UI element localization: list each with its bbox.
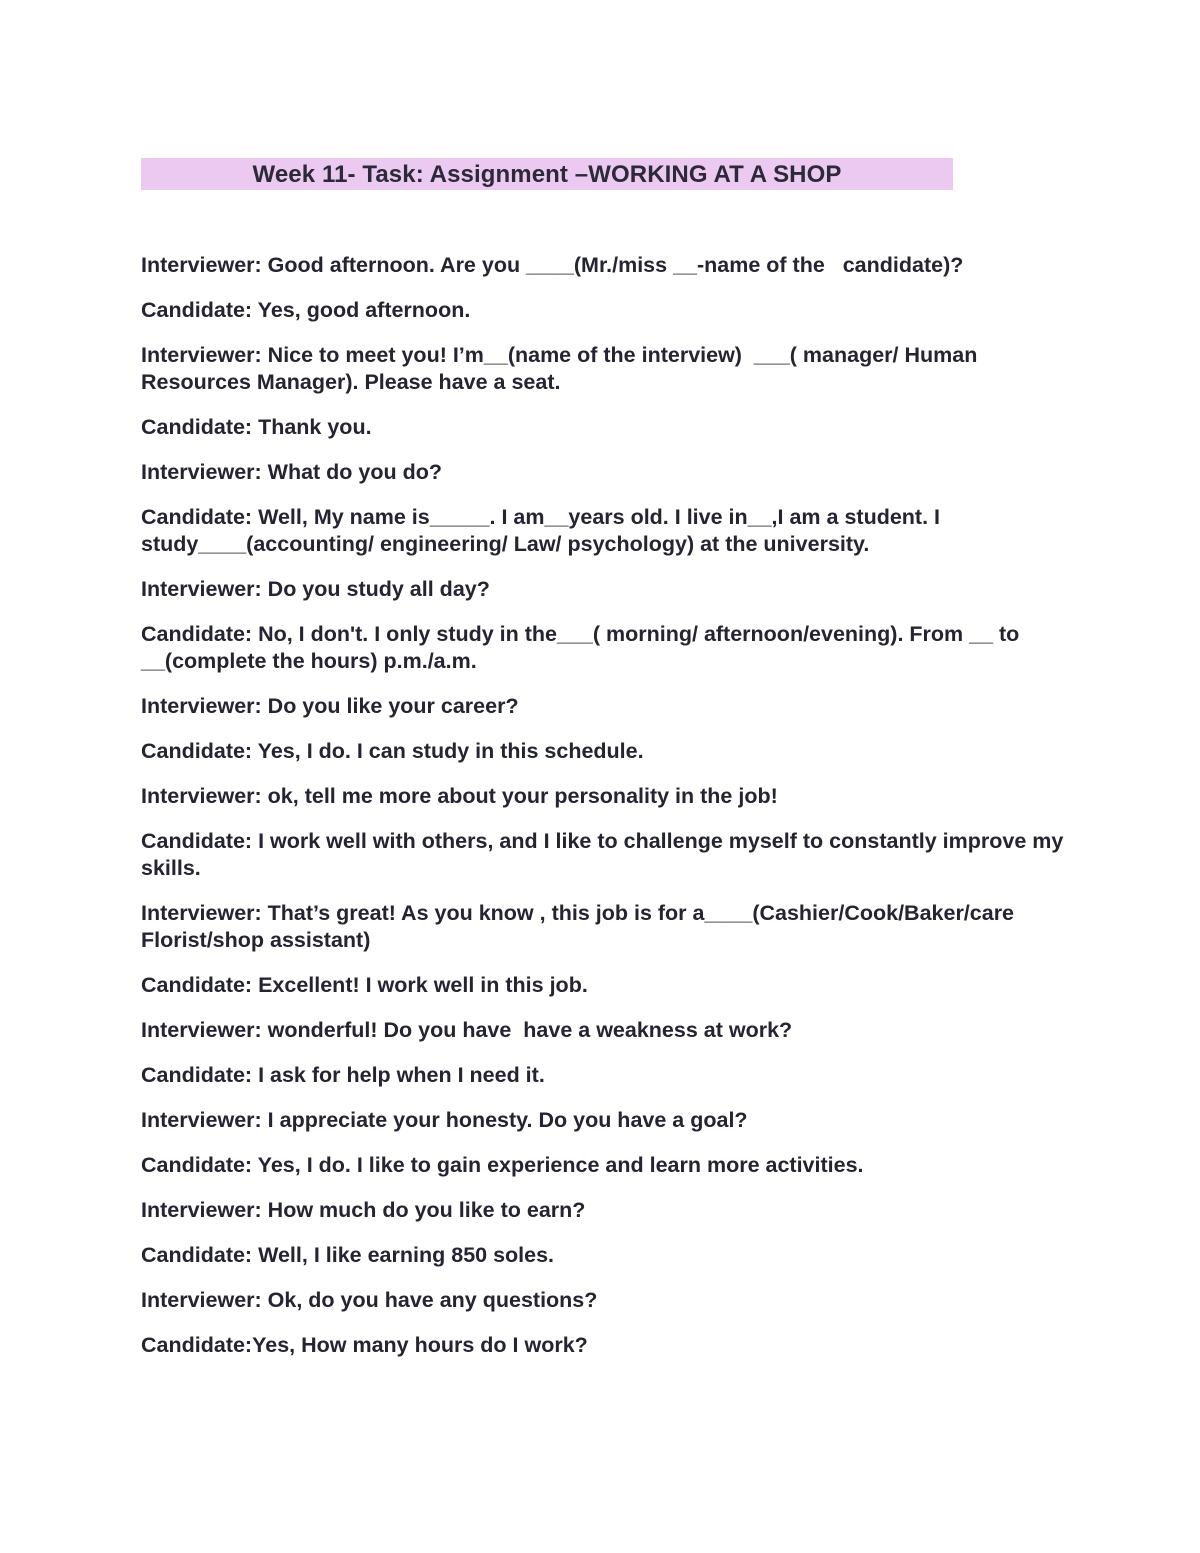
line-text: What do you do? <box>261 460 443 484</box>
speaker-label: Candidate: <box>141 829 253 853</box>
speaker-label: Candidate: <box>141 1153 253 1177</box>
line-text: wonderful! Do you have have a weakness at work? <box>261 1018 793 1042</box>
speaker-label: Interviewer: <box>141 1198 262 1222</box>
dialogue-line <box>141 828 1070 882</box>
speaker-label: Interviewer: <box>141 1108 262 1132</box>
dialogue-line <box>141 342 1066 396</box>
dialogue-line <box>141 1332 1066 1359</box>
speaker-label: Candidate: <box>141 622 253 646</box>
dialogue-line <box>141 972 1066 999</box>
speaker-label: Candidate: <box>141 1063 253 1087</box>
line-text: No, I don't. I only study in the___( morning/ afternoon/evening). From __ to __(complete the hours) p.m./a.m. <box>141 622 1026 673</box>
dialogue-line <box>141 621 1066 675</box>
line-text: Do you like your career? <box>261 694 519 718</box>
line-text: Ok, do you have any questions? <box>261 1288 598 1312</box>
line-text: ok, tell me more about your personality in the job! <box>261 784 778 808</box>
line-text: I work well with others, and I like to challenge myself to constantly improve my skills. <box>141 829 1070 880</box>
dialogue-line <box>141 1017 1066 1044</box>
line-text: That’s great! As you know , this job is for a____(Cashier/Cook/Baker/care Florist/shop assistant) <box>141 901 1021 952</box>
line-text: How much do you like to earn? <box>261 1198 586 1222</box>
speaker-label: Candidate: <box>141 298 253 322</box>
dialogue-line <box>141 414 1066 441</box>
speaker-label: Interviewer: <box>141 901 262 925</box>
speaker-label: Candidate: <box>141 1243 253 1267</box>
dialogue-line <box>141 459 1066 486</box>
speaker-label: Interviewer: <box>141 1018 262 1042</box>
dialogue-line <box>141 576 1066 603</box>
dialogue-line <box>141 1062 1066 1089</box>
dialogue-line <box>141 1197 1066 1224</box>
speaker-label: Interviewer: <box>141 784 262 808</box>
speaker-label: Interviewer: <box>141 460 262 484</box>
dialogue-list <box>141 252 1070 1377</box>
dialogue-line <box>141 1152 1066 1179</box>
dialogue-line <box>141 693 1066 720</box>
speaker-label: Interviewer: <box>141 577 262 601</box>
line-text: Nice to meet you! I’m__(name of the interview) ___( manager/ Human Resources Manager). Please have a seat. <box>141 343 984 394</box>
dialogue-line <box>141 297 1066 324</box>
dialogue-line <box>141 1107 1066 1134</box>
speaker-label: Candidate: <box>141 973 253 997</box>
speaker-label: Interviewer: <box>141 343 262 367</box>
line-text: Excellent! I work well in this job. <box>252 973 588 997</box>
line-text: Well, I like earning 850 soles. <box>252 1243 555 1267</box>
speaker-label: Interviewer: <box>141 1288 262 1312</box>
line-text: Well, My name is_____. I am__years old. I live in__,I am a student. I study____(accounting/ engineering/ Law/ psychology) at the university. <box>141 505 946 556</box>
dialogue-line <box>141 504 1066 558</box>
line-text: Do you study all day? <box>261 577 490 601</box>
speaker-label: Interviewer: <box>141 253 262 277</box>
line-text: Yes, I do. I can study in this schedule. <box>252 739 644 763</box>
dialogue-line <box>141 1242 1066 1269</box>
title-highlight <box>141 158 953 190</box>
line-text: Thank you. <box>252 415 372 439</box>
speaker-label: Candidate: <box>141 739 253 763</box>
line-text: I ask for help when I need it. <box>252 1063 545 1087</box>
dialogue-line <box>141 1287 1066 1314</box>
line-text: Yes, good afternoon. <box>252 298 471 322</box>
dialogue-line <box>141 783 1066 810</box>
dialogue-line <box>141 900 1066 954</box>
speaker-label: Candidate: <box>141 505 253 529</box>
page-title: Week 11- Task: Assignment –WORKING AT A SHOP <box>252 161 842 188</box>
line-text: Good afternoon. Are you ____(Mr./miss __-name of the candidate)? <box>261 253 964 277</box>
dialogue-line <box>141 252 1066 279</box>
line-text: Yes, I do. I like to gain experience and learn more activities. <box>252 1153 864 1177</box>
line-text: Yes, How many hours do I work? <box>252 1333 588 1357</box>
dialogue-line <box>141 738 1066 765</box>
line-text: I appreciate your honesty. Do you have a goal? <box>261 1108 748 1132</box>
speaker-label: Candidate: <box>141 1333 253 1357</box>
speaker-label: Candidate: <box>141 415 253 439</box>
speaker-label: Interviewer: <box>141 694 262 718</box>
